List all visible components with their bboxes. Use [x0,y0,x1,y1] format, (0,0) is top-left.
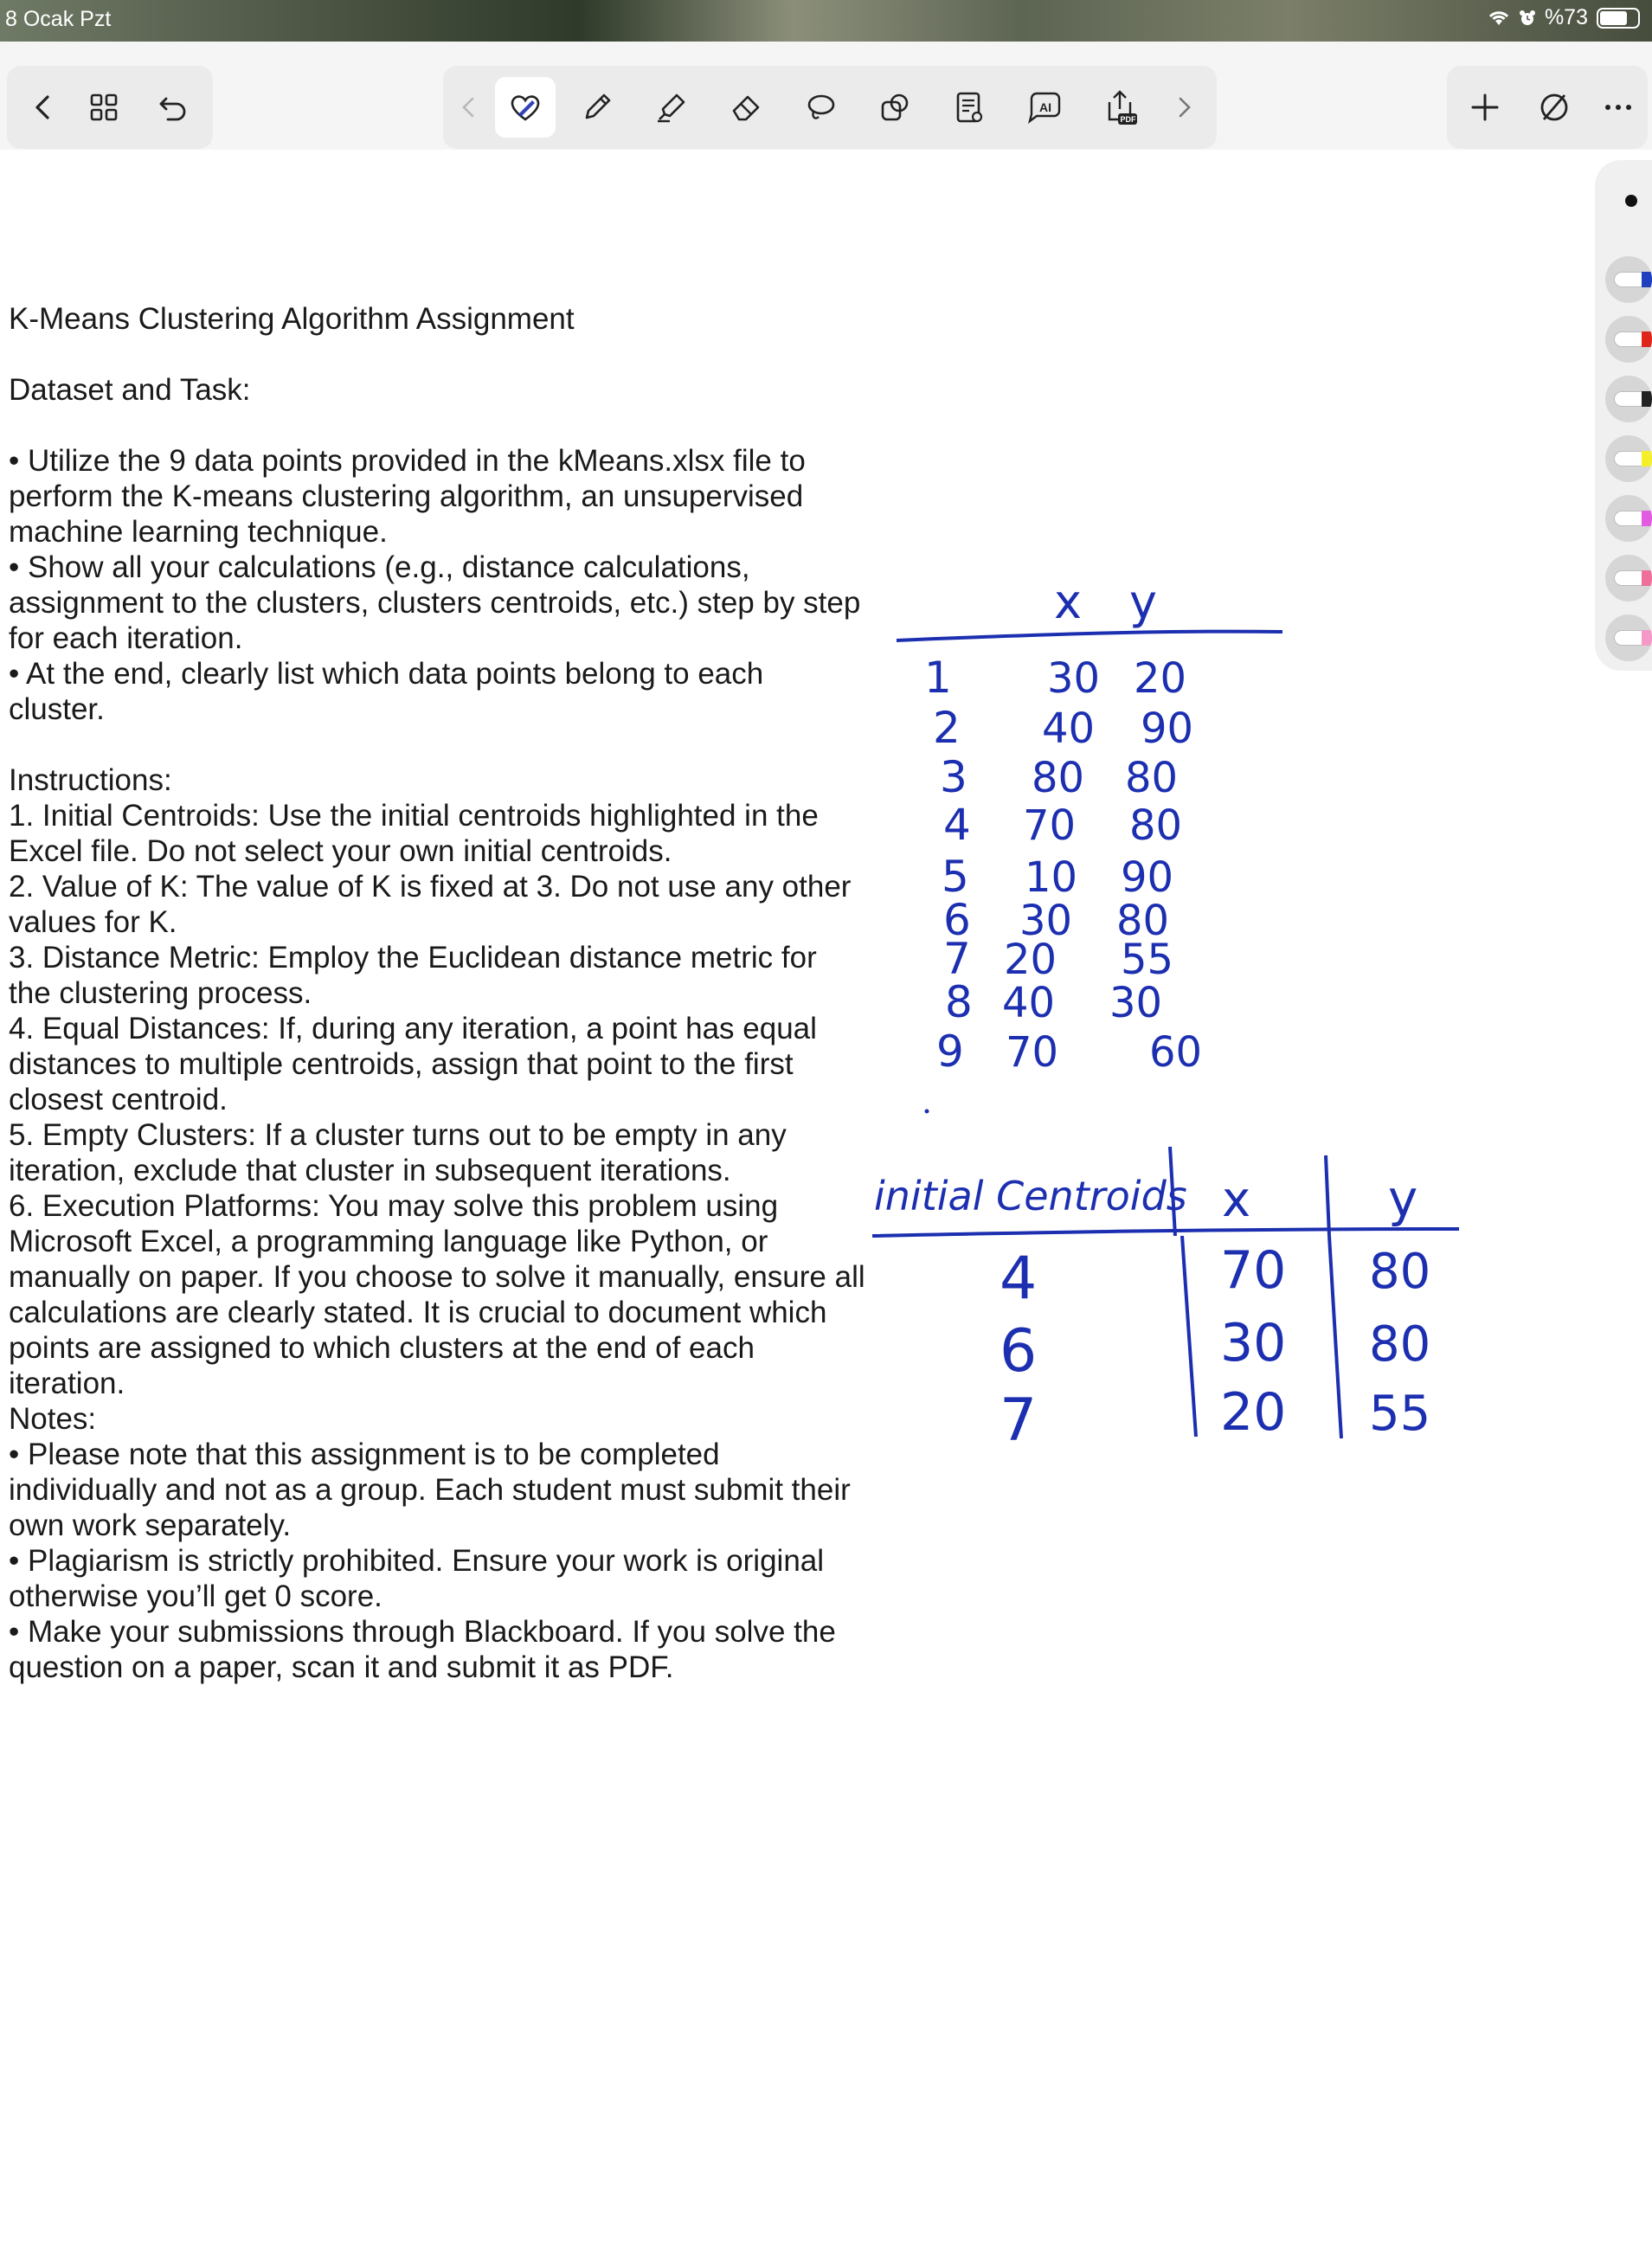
data-row-index: 4 [943,800,971,850]
centroid-row-y-value: 80 [1369,1316,1431,1373]
data-row-y-value: 30 [1109,979,1163,1027]
export-pdf-icon [1101,88,1139,126]
back-button[interactable] [17,81,69,133]
notes-list [9,1437,865,1685]
pen-color-tip [1642,451,1652,466]
centroid-row-y-value: 55 [1369,1386,1431,1442]
centroid-row-y-value: 80 [1369,1244,1431,1300]
centroid-row-index: 6 [1000,1317,1038,1386]
toolbar-left-group [7,66,213,149]
task-line: • Utilize the 9 data points provided in the kMeans.xlsx file to [9,444,806,478]
centroid-row-x-value: 70 [1220,1240,1287,1301]
data-row-x-value: 10 [1025,853,1078,902]
pen-icon [578,88,616,126]
task-line: assignment to the clusters, clusters centroids, etc.) step by step [9,586,861,620]
data-row-x-value: 30 [1047,654,1101,703]
task-line: for each iteration. [9,621,243,655]
centroid-header-x: x [1222,1172,1251,1228]
instructions-heading: Instructions: [9,763,172,797]
toolbar-tools-group [443,66,1217,149]
yellow-highlighter[interactable] [1605,435,1652,482]
back-icon [24,88,62,126]
note-line: • Make your submissions through Blackboard. If you solve the [9,1615,836,1649]
instruction-line: the clustering process. [9,976,312,1010]
note-line: otherwise you’ll get 0 score. [9,1579,382,1613]
scroll-tools-left-button[interactable] [443,81,495,133]
instruction-line: values for K. [9,905,177,939]
data-row-y-value: 80 [1129,801,1183,850]
note-line: question on a paper, scan it and submit it as PDF. [9,1650,674,1684]
data-row-x-value: 30 [1019,897,1073,945]
shapes-icon [876,88,914,126]
centroid-divider-1 [1170,1147,1175,1236]
document-body [9,301,865,1685]
instruction-line: 6. Execution Platforms: You may solve this problem using [9,1189,779,1223]
pen-color-tip [1642,570,1652,586]
undo-button[interactable] [147,81,199,133]
data-row-index: 8 [945,977,973,1027]
instruction-line: manually on paper. If you choose to solve it manually, ensure all [9,1260,865,1294]
scroll-tools-right-button[interactable] [1158,81,1210,133]
data-row-index: 3 [940,752,967,802]
pen-tool[interactable] [571,81,623,133]
centroid-rows [1000,1240,1430,1455]
toolbar-right-group [1447,66,1648,149]
status-bar [0,0,1652,42]
highlighter-tool[interactable] [646,81,697,133]
status-indicators [1488,5,1640,30]
centroid-divider-2 [1326,1155,1329,1236]
add-page-button[interactable] [1459,81,1511,133]
centroid-header-y: y [1388,1169,1418,1228]
note-line: • Please note that this assignment is to be completed [9,1438,720,1471]
lasso-tool[interactable] [794,81,846,133]
instruction-line: 4. Equal Distances: If, during any iteration, a point has equal [9,1012,817,1045]
centroid-label: initial Centroids [874,1173,1187,1219]
pdf-label: PDF [1120,115,1136,124]
note-line: own work separately. [9,1509,292,1542]
black-pen[interactable] [1605,376,1652,422]
ai-label: AI [1039,100,1051,114]
dataset-heading: Dataset and Task: [9,373,251,407]
text-page-icon [950,88,988,126]
blue-pen[interactable] [1605,256,1652,303]
text-page-tool[interactable] [943,81,995,133]
data-header-y: y [1129,575,1157,629]
instruction-line: 5. Empty Clusters: If a cluster turns out to be empty in any [9,1118,787,1152]
alarm-icon [1519,10,1536,27]
light-pink-highlighter[interactable] [1605,614,1652,661]
instruction-line: Excel file. Do not select your own initial centroids. [9,834,672,868]
centroid-column-line-1 [1182,1236,1196,1437]
note-line: • Plagiarism is strictly prohibited. Ensure your work is original [9,1544,825,1578]
battery-fill [1600,11,1627,25]
eraser-tool[interactable] [720,81,772,133]
status-time: 8 Ocak Pzt [5,7,112,31]
instruction-line: Microsoft Excel, a programming language like Python, or [9,1225,768,1258]
red-pen[interactable] [1605,316,1652,363]
note-line: individually and not as a group. Each student must submit their [9,1473,851,1507]
ai-assistant-tool[interactable] [1018,81,1070,133]
data-row-x-value: 20 [1004,936,1057,984]
instruction-line: calculations are clearly stated. It is crucial to document which [9,1296,827,1329]
task-line: machine learning technique. [9,515,388,549]
instruction-line: 3. Distance Metric: Employ the Euclidean distance metric for [9,941,817,975]
centroid-row-index: 4 [1000,1245,1038,1313]
data-row-x-value: 70 [1023,801,1077,850]
eraser-icon [727,88,765,126]
data-header-x: x [1054,575,1082,629]
chevron-left-icon [450,88,488,126]
centroid-column-line-2 [1329,1236,1341,1438]
add-icon [1466,88,1504,126]
highlighter-icon [652,88,691,126]
data-table-rule [897,632,1282,640]
data-row-x-value: 70 [1006,1028,1059,1077]
data-row-y-value: 80 [1116,897,1170,945]
data-row-x-value: 40 [1042,704,1096,753]
instruction-line: 1. Initial Centroids: Use the initial centroids highlighted in the [9,799,819,833]
battery-percent: %73 [1544,5,1588,29]
ink-dot [925,1110,929,1114]
magenta-highlighter[interactable] [1605,495,1652,542]
data-row-index: 7 [943,934,971,984]
more-icon [1599,88,1637,126]
export-pdf-button[interactable] [1094,81,1146,133]
data-row-y-value: 90 [1141,704,1194,753]
centroid-row-x-value: 20 [1220,1382,1287,1443]
centroid-row-index: 7 [1000,1386,1038,1455]
grid-button[interactable] [78,81,130,133]
task-line: cluster. [9,692,105,726]
more-button[interactable] [1592,81,1644,133]
lasso-heart-icon [506,88,544,126]
data-row-y-value: 60 [1149,1028,1203,1077]
data-row-index: 2 [933,703,961,753]
instruction-line: iteration, exclude that cluster in subsequent iterations. [9,1154,731,1187]
lasso-icon [801,88,839,126]
data-rows [924,653,1202,1077]
empty-set-button[interactable] [1528,81,1580,133]
battery-icon [1597,8,1640,29]
pink-highlighter[interactable] [1605,555,1652,601]
wifi-icon [1488,10,1510,27]
stroke-size-dot[interactable] [1625,195,1637,207]
grid-icon [85,88,123,126]
centroid-row-x-value: 30 [1220,1313,1287,1373]
pen-color-tip [1642,511,1652,526]
data-row-y-value: 20 [1134,654,1187,703]
instruction-line: distances to multiple centroids, assign that point to the first [9,1047,794,1081]
undo-icon [154,88,192,126]
notes-heading: Notes: [9,1402,97,1436]
document-title: K-Means Clustering Algorithm Assignment [9,302,575,336]
data-row-x-value: 40 [1002,979,1056,1027]
instruction-line: points are assigned to which clusters at the end of each [9,1331,755,1365]
chevron-right-icon [1165,88,1203,126]
data-row-y-value: 90 [1121,853,1174,902]
pen-color-tip [1642,272,1652,287]
data-row-x-value: 80 [1032,754,1085,802]
data-row-index: 5 [942,852,969,902]
data-row-index: 9 [936,1026,964,1077]
ai-bubble-icon [1025,88,1063,126]
data-row-index: 1 [924,653,952,703]
instruction-line: closest centroid. [9,1083,228,1116]
centroid-header-rule [872,1229,1459,1236]
task-list [9,443,865,727]
data-row-index: 6 [943,895,971,945]
task-line: • Show all your calculations (e.g., distance calculations, [9,550,750,584]
empty-set-icon [1535,88,1573,126]
lasso-heart-tool[interactable] [495,77,556,138]
pen-color-tip [1642,630,1652,646]
instruction-line: 2. Value of K: The value of K is fixed at 3. Do not use any other [9,870,852,904]
shapes-tool[interactable] [869,81,921,133]
pen-color-tip [1642,331,1652,347]
instruction-list [9,798,865,1401]
task-line: perform the K-means clustering algorithm, an unsupervised [9,479,804,513]
data-row-y-value: 80 [1125,754,1179,802]
instruction-line: iteration. [9,1367,125,1400]
pen-color-tip [1642,391,1652,407]
task-line: • At the end, clearly list which data points belong to each [9,657,764,691]
data-row-y-value: 55 [1121,936,1174,984]
